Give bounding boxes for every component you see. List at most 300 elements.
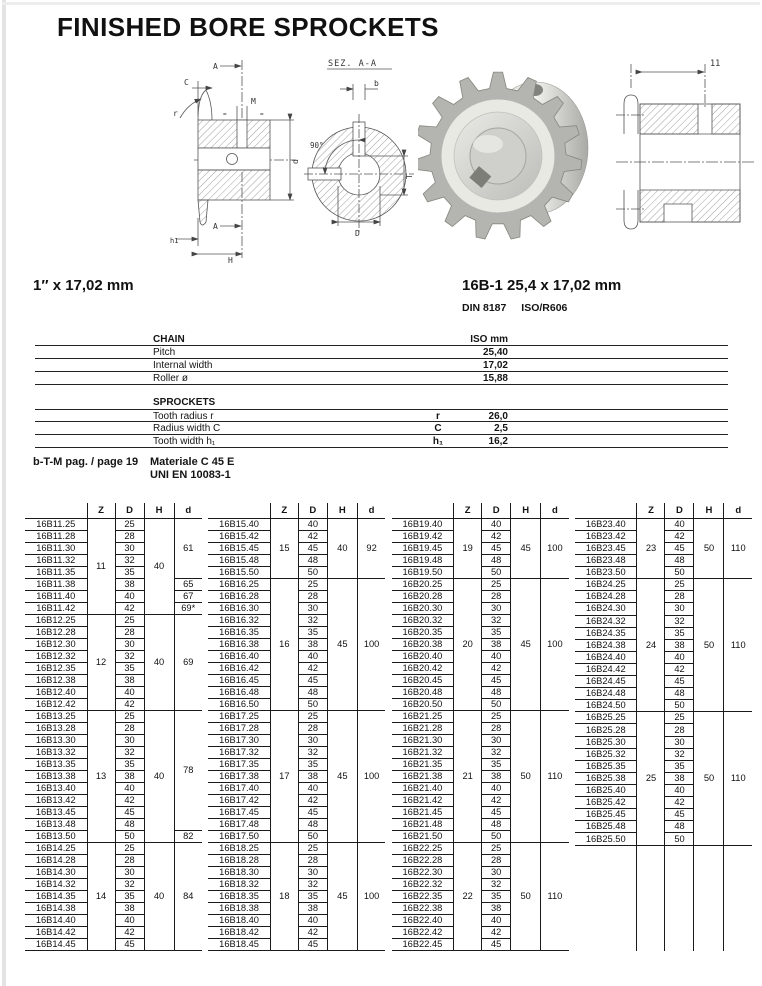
bore-diameter: 42 — [115, 794, 144, 806]
column-header: H — [511, 503, 541, 518]
part-code: 16B19.42 — [392, 530, 454, 542]
part-code: 16B25.32 — [575, 748, 637, 760]
bore-diameter: 40 — [115, 590, 144, 602]
part-code: 16B18.30 — [208, 866, 270, 878]
spec-label: Tooth radius r — [153, 411, 214, 422]
part-code: 16B13.25 — [25, 710, 87, 722]
hub-diameter: 110 — [541, 710, 569, 842]
bore-diameter: 35 — [115, 758, 144, 770]
spec-label: Roller ø — [153, 373, 189, 384]
column-header: d — [724, 503, 752, 518]
empty-row — [575, 939, 752, 951]
column-header: Z — [87, 503, 115, 518]
bore-diameter: 42 — [482, 794, 511, 806]
spec-value: 25,40 — [482, 347, 508, 358]
bore-diameter: 28 — [298, 854, 327, 866]
empty-cell — [575, 868, 637, 880]
part-code: 16B14.25 — [25, 842, 87, 854]
dim-label-11: 11 — [710, 59, 721, 69]
dim-label-D: D — [355, 229, 360, 238]
bore-diameter: 25 — [482, 842, 511, 854]
part-code: 16B17.48 — [208, 818, 270, 830]
bore-diameter: 50 — [115, 830, 144, 842]
subtitle-left: 1″ x 17,02 mm — [33, 277, 134, 294]
bore-diameter: 42 — [115, 698, 144, 710]
part-code: 16B22.35 — [392, 890, 454, 902]
chain-unit-header: ISO mm — [470, 334, 508, 345]
empty-cell — [665, 880, 694, 892]
part-code: 16B12.42 — [25, 698, 87, 710]
table-row — [575, 579, 752, 591]
bore-diameter: 45 — [482, 938, 511, 950]
teeth-count: 12 — [87, 614, 115, 710]
bore-diameter: 32 — [482, 878, 511, 890]
sprocket-table-group-2 — [208, 503, 385, 951]
part-code: 16B20.30 — [392, 602, 454, 614]
part-code: 16B13.40 — [25, 782, 87, 794]
hub-width: 40 — [144, 842, 174, 950]
empty-cell — [665, 939, 694, 951]
empty-row — [575, 915, 752, 927]
part-code: 16B16.42 — [208, 662, 270, 674]
column-header: d — [541, 503, 569, 518]
part-code: 16B21.25 — [392, 710, 454, 722]
part-code: 16B17.42 — [208, 794, 270, 806]
part-code: 16B22.40 — [392, 914, 454, 926]
bore-highlight — [473, 135, 503, 153]
bore-diameter: 45 — [298, 542, 327, 554]
bore-diameter: 45 — [665, 676, 694, 688]
spec-value: 16,2 — [488, 436, 508, 447]
part-code: 16B20.25 — [392, 578, 454, 590]
empty-cell — [637, 845, 665, 857]
bore-diameter: 42 — [298, 662, 327, 674]
table-row — [25, 842, 202, 854]
dim-label-m: M — [251, 97, 256, 106]
empty-cell — [665, 892, 694, 904]
part-code: 16B25.40 — [575, 785, 637, 797]
bore-diameter: 42 — [665, 663, 694, 675]
bore-diameter: 40 — [298, 650, 327, 662]
part-code: 16B11.42 — [25, 602, 87, 614]
part-code: 16B13.38 — [25, 770, 87, 782]
teeth-count: 24 — [637, 579, 665, 712]
standard-din: DIN 8187 — [462, 302, 507, 314]
bore-diameter: 35 — [482, 626, 511, 638]
bore-diameter: 42 — [298, 926, 327, 938]
bore-diameter: 25 — [115, 710, 144, 722]
part-code: 16B24.28 — [575, 591, 637, 603]
sprockets-spec-table — [35, 396, 728, 448]
table-row — [392, 578, 569, 590]
part-code: 16B23.48 — [575, 554, 637, 566]
hub-width: 45 — [511, 578, 541, 710]
hub-width: 45 — [327, 842, 357, 950]
bore-diameter: 42 — [298, 530, 327, 542]
bore-diameter: 32 — [115, 746, 144, 758]
dim-label-H: H — [228, 256, 233, 264]
bore-diameter: 48 — [665, 821, 694, 833]
hub-diameter: 110 — [724, 579, 752, 712]
column-header — [208, 503, 270, 518]
table-row — [208, 842, 385, 854]
part-code: 16B12.28 — [25, 626, 87, 638]
hub-width: 40 — [144, 710, 174, 842]
part-code: 16B15.40 — [208, 518, 270, 530]
part-code: 16B22.30 — [392, 866, 454, 878]
spec-label: Internal width — [153, 360, 213, 371]
dim-label-a-bottom: A — [213, 222, 218, 231]
bore-diameter: 42 — [298, 794, 327, 806]
part-code: 16B13.28 — [25, 722, 87, 734]
dim-label-d: d — [291, 159, 300, 164]
bore-diameter: 40 — [665, 518, 694, 530]
hub-width: 45 — [327, 578, 357, 710]
empty-cell — [724, 927, 752, 939]
part-code: 16B24.40 — [575, 651, 637, 663]
bore-diameter: 25 — [482, 578, 511, 590]
empty-cell — [637, 904, 665, 916]
bore-diameter: 40 — [115, 782, 144, 794]
part-code: 16B17.50 — [208, 830, 270, 842]
part-code: 16B21.30 — [392, 734, 454, 746]
bore-diameter: 25 — [298, 710, 327, 722]
bore-diameter: 28 — [115, 854, 144, 866]
part-code: 16B21.38 — [392, 770, 454, 782]
part-code: 16B25.28 — [575, 724, 637, 736]
hub-width: 45 — [511, 518, 541, 578]
bore-diameter: 35 — [298, 890, 327, 902]
bore-diameter: 40 — [115, 914, 144, 926]
part-code: 16B23.45 — [575, 542, 637, 554]
empty-cell — [665, 845, 694, 857]
empty-cell — [694, 845, 724, 857]
bore-diameter: 38 — [298, 902, 327, 914]
table-row — [392, 710, 569, 722]
part-code: 16B25.45 — [575, 809, 637, 821]
part-code: 16B24.50 — [575, 700, 637, 712]
bore-diameter: 40 — [482, 914, 511, 926]
sprocket-photo — [418, 50, 598, 256]
part-code: 16B13.45 — [25, 806, 87, 818]
part-code: 16B14.35 — [25, 890, 87, 902]
teeth-count: 25 — [637, 712, 665, 845]
empty-cell — [665, 927, 694, 939]
bore-diameter: 32 — [115, 878, 144, 890]
bore-diameter: 32 — [298, 614, 327, 626]
column-header — [575, 503, 637, 518]
part-code: 16B15.48 — [208, 554, 270, 566]
part-code: 16B18.28 — [208, 854, 270, 866]
column-header: H — [144, 503, 174, 518]
bore-diameter: 30 — [298, 866, 327, 878]
part-code: 16B24.42 — [575, 663, 637, 675]
bore-diameter: 45 — [115, 938, 144, 950]
hub-diameter: 92 — [357, 518, 385, 578]
bore-diameter: 35 — [298, 758, 327, 770]
part-code: 16B23.50 — [575, 567, 637, 579]
empty-cell — [637, 857, 665, 869]
bore-diameter: 30 — [665, 603, 694, 615]
part-code: 16B12.30 — [25, 638, 87, 650]
dim-mark-eq1: = — [223, 111, 227, 118]
hub-diameter: 100 — [541, 578, 569, 710]
empty-cell — [637, 880, 665, 892]
part-code: 16B17.35 — [208, 758, 270, 770]
hub-diameter: 110 — [724, 518, 752, 579]
part-code: 16B24.32 — [575, 615, 637, 627]
bore-diameter: 38 — [482, 638, 511, 650]
dim-label-h1: h1 — [170, 237, 179, 245]
part-code: 16B22.45 — [392, 938, 454, 950]
part-code: 16B24.48 — [575, 688, 637, 700]
hub-width: 45 — [327, 710, 357, 842]
part-code: 16B16.25 — [208, 578, 270, 590]
empty-cell — [637, 939, 665, 951]
column-header: D — [665, 503, 694, 518]
bore-diameter: 28 — [482, 854, 511, 866]
hub-width: 50 — [511, 842, 541, 950]
part-code: 16B12.32 — [25, 650, 87, 662]
part-code: 16B16.50 — [208, 698, 270, 710]
bore-diameter: 35 — [482, 758, 511, 770]
page-title: FINISHED BORE SPROCKETS — [57, 12, 439, 42]
column-header: H — [694, 503, 724, 518]
part-code: 16B18.42 — [208, 926, 270, 938]
part-code: 16B24.35 — [575, 627, 637, 639]
page-edge-shading-top — [2, 2, 760, 5]
part-code: 16B23.42 — [575, 530, 637, 542]
bore-diameter: 40 — [298, 914, 327, 926]
spec-label: Pitch — [153, 347, 176, 358]
bore-diameter: 38 — [298, 638, 327, 650]
part-code: 16B17.32 — [208, 746, 270, 758]
hub-diameter: 69 — [174, 614, 202, 710]
teeth-count: 19 — [454, 518, 482, 578]
sprocket-table-group-3 — [392, 503, 569, 951]
part-code: 16B11.30 — [25, 542, 87, 554]
part-code: 16B12.25 — [25, 614, 87, 626]
sprocket-table-group-1 — [25, 503, 202, 951]
bore-diameter: 40 — [482, 650, 511, 662]
part-code: 16B13.50 — [25, 830, 87, 842]
bore-diameter: 32 — [665, 748, 694, 760]
table-row — [35, 422, 728, 435]
spec-value: 26,0 — [488, 411, 508, 422]
bore-diameter: 30 — [115, 734, 144, 746]
bore-diameter: 25 — [115, 614, 144, 626]
hub-width: 50 — [694, 518, 724, 579]
bore-diameter: 45 — [298, 806, 327, 818]
bore-diameter: 32 — [115, 650, 144, 662]
part-code: 16B18.45 — [208, 938, 270, 950]
table-header-row — [392, 503, 569, 518]
spec-value: 17,02 — [482, 360, 508, 371]
part-code: 16B11.28 — [25, 530, 87, 542]
bore-diameter: 50 — [665, 567, 694, 579]
bore-diameter: 45 — [115, 806, 144, 818]
bore-diameter: 45 — [482, 542, 511, 554]
bore-diameter: 35 — [482, 890, 511, 902]
bore-diameter: 28 — [665, 724, 694, 736]
bore-diameter: 28 — [298, 590, 327, 602]
empty-cell — [724, 939, 752, 951]
teeth-count: 20 — [454, 578, 482, 710]
bore-diameter: 30 — [298, 734, 327, 746]
empty-cell — [575, 904, 637, 916]
part-code: 16B17.25 — [208, 710, 270, 722]
empty-row — [575, 868, 752, 880]
part-code: 16B14.40 — [25, 914, 87, 926]
hub-width: 40 — [144, 518, 174, 614]
part-code: 16B17.38 — [208, 770, 270, 782]
bore-diameter: 35 — [665, 627, 694, 639]
part-code: 16B25.30 — [575, 736, 637, 748]
part-code: 16B19.48 — [392, 554, 454, 566]
part-code: 16B20.42 — [392, 662, 454, 674]
part-code: 16B20.50 — [392, 698, 454, 710]
part-code: 16B24.30 — [575, 603, 637, 615]
empty-cell — [575, 857, 637, 869]
table-row — [35, 409, 728, 422]
teeth-count: 16 — [270, 578, 298, 710]
part-code: 16B12.40 — [25, 686, 87, 698]
part-code: 16B21.42 — [392, 794, 454, 806]
hub-diameter: 100 — [357, 842, 385, 950]
table-row — [575, 712, 752, 724]
part-code: 16B20.32 — [392, 614, 454, 626]
part-code: 16B16.28 — [208, 590, 270, 602]
part-code: 16B24.38 — [575, 639, 637, 651]
table-row — [25, 710, 202, 722]
bore-diameter: 35 — [115, 662, 144, 674]
part-code: 16B20.28 — [392, 590, 454, 602]
empty-cell — [575, 845, 637, 857]
part-code: 16B14.45 — [25, 938, 87, 950]
part-code: 16B13.32 — [25, 746, 87, 758]
empty-row — [575, 892, 752, 904]
part-code: 16B11.25 — [25, 518, 87, 530]
part-code: 16B16.32 — [208, 614, 270, 626]
bore-diameter: 48 — [298, 554, 327, 566]
table-header-row — [575, 503, 752, 518]
part-code: 16B13.30 — [25, 734, 87, 746]
part-code: 16B18.40 — [208, 914, 270, 926]
material-line-2: UNI EN 10083-1 — [150, 469, 231, 481]
empty-cell — [637, 868, 665, 880]
chain-heading: CHAIN — [153, 334, 185, 345]
bore-diameter: 50 — [482, 698, 511, 710]
part-code: 16B19.50 — [392, 566, 454, 578]
empty-cell — [694, 904, 724, 916]
teeth-count: 23 — [637, 518, 665, 579]
bore-diameter: 38 — [482, 902, 511, 914]
subtitle-right: 16B-1 25,4 x 17,02 mm — [462, 277, 622, 294]
empty-cell — [575, 915, 637, 927]
table-row — [25, 614, 202, 626]
bore-diameter: 48 — [482, 554, 511, 566]
empty-cell — [724, 880, 752, 892]
bore-diameter: 50 — [482, 830, 511, 842]
sprockets-heading: SPROCKETS — [153, 397, 216, 408]
part-code: 16B13.35 — [25, 758, 87, 770]
part-code: 16B17.30 — [208, 734, 270, 746]
empty-cell — [694, 857, 724, 869]
empty-cell — [637, 927, 665, 939]
bore-diameter: 28 — [115, 530, 144, 542]
table-row — [392, 518, 569, 530]
table-row — [575, 518, 752, 530]
table-row — [392, 842, 569, 854]
page-reference: b-T-M pag. / page 19 — [33, 456, 139, 468]
part-code: 16B24.25 — [575, 579, 637, 591]
part-code: 16B18.35 — [208, 890, 270, 902]
part-code: 16B22.25 — [392, 842, 454, 854]
part-code: 16B25.42 — [575, 797, 637, 809]
empty-cell — [694, 939, 724, 951]
table-row — [35, 372, 728, 385]
part-code: 16B11.38 — [25, 578, 87, 590]
empty-cell — [665, 915, 694, 927]
empty-cell — [724, 904, 752, 916]
bore-diameter: 38 — [115, 578, 144, 590]
bore-diameter: 50 — [298, 698, 327, 710]
bore-diameter: 32 — [115, 554, 144, 566]
empty-row — [575, 904, 752, 916]
section-view-drawing — [300, 56, 420, 256]
column-header: Z — [637, 503, 665, 518]
bore-diameter: 50 — [298, 566, 327, 578]
empty-cell — [637, 915, 665, 927]
bore-diameter: 48 — [665, 688, 694, 700]
empty-cell — [575, 880, 637, 892]
dim-label-r: r — [173, 109, 178, 118]
hub-diameter: 67 — [174, 590, 202, 602]
part-code: 16B16.38 — [208, 638, 270, 650]
bore-diameter: 48 — [115, 818, 144, 830]
spec-symbol: r — [436, 411, 440, 422]
bore-diameter: 38 — [298, 770, 327, 782]
standards-line — [462, 302, 579, 314]
hub-diameter: 100 — [357, 710, 385, 842]
bore-diameter: 25 — [115, 842, 144, 854]
bore-diameter: 35 — [115, 890, 144, 902]
column-header — [25, 503, 87, 518]
sprocket-table-group-4 — [575, 503, 752, 951]
bore-diameter: 30 — [482, 734, 511, 746]
hub-width: 50 — [694, 579, 724, 712]
teeth-count: 22 — [454, 842, 482, 950]
empty-cell — [575, 927, 637, 939]
bore-diameter: 45 — [665, 542, 694, 554]
empty-cell — [694, 892, 724, 904]
bore-diameter: 48 — [665, 554, 694, 566]
hub-width: 50 — [694, 712, 724, 845]
bore-diameter: 38 — [665, 639, 694, 651]
bore-diameter: 42 — [665, 797, 694, 809]
hub-width: 40 — [327, 518, 357, 578]
bore-diameter: 25 — [115, 518, 144, 530]
bore-diameter: 48 — [482, 686, 511, 698]
bore-diameter: 32 — [482, 614, 511, 626]
spec-value: 2,5 — [494, 423, 508, 434]
hub-diameter: 82 — [174, 830, 202, 842]
bore-diameter: 42 — [665, 530, 694, 542]
bore-diameter: 32 — [298, 746, 327, 758]
bore-diameter: 45 — [482, 674, 511, 686]
hub-diameter: 84 — [174, 842, 202, 950]
part-code: 16B21.48 — [392, 818, 454, 830]
